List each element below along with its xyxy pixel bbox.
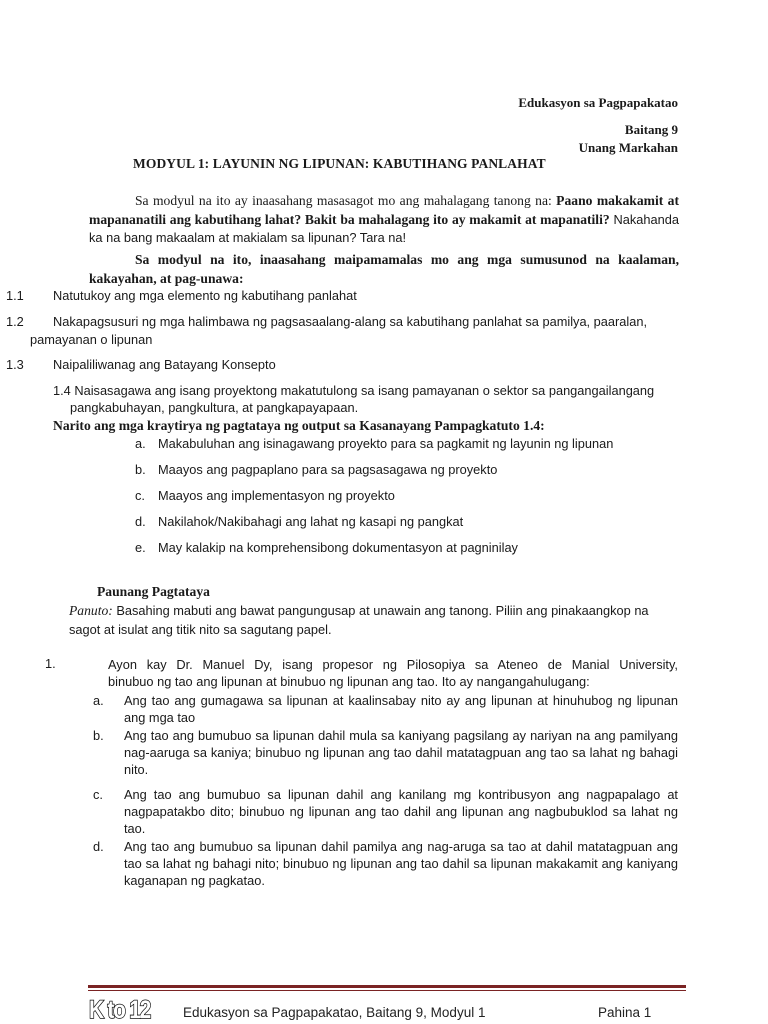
choice-text: Ang tao ang bumubuo sa lipunan dahil ang kanilang mg kontribusyon ang nagpapalago at nagpapatakbo dito; binubuo ng lipunan ang tao dahil ang lipunan ang nagbubuklod sa lahat ng tao. — [124, 787, 678, 836]
objective-text-cont: pangkabuhayan, pangkultura, at pangkapayapaan. — [70, 400, 359, 415]
answer-choice-b — [93, 727, 678, 778]
grade-header: Baitang 9 — [624, 122, 678, 137]
pretest-heading: Paunang Pagtataya — [97, 584, 210, 599]
objectives-intro — [89, 251, 679, 288]
question-number: 1. — [45, 656, 56, 671]
question-stem-line: Ayon kay Dr. Manuel Dy, isang propesor ng Pilosopiya sa Ateneo de Manial University, — [108, 657, 678, 672]
choice-letter: a. — [93, 693, 104, 708]
question-stem-line: binubuo ng tao ang lipunan at binubuo ng lipunan ang tao. Ito ay nangangahulugang: — [108, 674, 590, 689]
criteria-letter: c. — [135, 488, 145, 503]
objective-text: Natutukoy ang mga elemento ng kabutihang panlahat — [53, 288, 357, 303]
subject-header: Edukasyon sa Pagpapakatao — [518, 95, 678, 110]
criteria-text: Nakilahok/Nakibahagi ang lahat ng kasapi ng pangkat — [158, 514, 464, 529]
instruction-label: Panuto: — [69, 603, 113, 618]
objective-text: 1.4 Naisasagawa ang isang proyektong makatutulong sa isang pamayanan o sektor sa pangangailangang — [53, 383, 655, 398]
objective-1-2 — [6, 313, 686, 347]
k-to-12-logo — [88, 992, 152, 1022]
footer-rule-thin — [88, 990, 686, 991]
question-stem — [108, 656, 678, 690]
answer-choice-c — [93, 786, 678, 837]
criteria-heading: Narito ang mga kraytirya ng pagtataya ng output sa Kasanayang Pampagkatuto 1.4: — [53, 418, 545, 433]
pretest-instruction — [69, 602, 689, 639]
objective-text: Naipaliliwanag ang Batayang Konsepto — [53, 357, 276, 372]
criteria-text: May kalakip na komprehensibong dokumentasyon at pagninilay — [158, 540, 518, 555]
answer-choice-a — [93, 692, 678, 726]
criteria-item — [135, 488, 395, 503]
answer-choice-d — [93, 838, 678, 889]
objective-number: 1.1 — [6, 288, 24, 303]
criteria-item — [135, 540, 518, 555]
footer-rule — [88, 985, 686, 988]
objective-text-cont: pamayanan o lipunan — [30, 332, 153, 347]
criteria-text: Maayos ang pagpaplano para sa pagsasagawa ng proyekto — [158, 462, 498, 477]
criteria-letter: e. — [135, 540, 146, 555]
objectives-intro-text: Sa modyul na ito, inaasahang maipamamalas mo ang mga sumusunod na kaalaman, kakayahan, at pag-unawa: — [89, 252, 679, 286]
objective-1-3 — [6, 356, 276, 374]
criteria-letter: b. — [135, 462, 146, 477]
quarter-header: Unang Markahan — [578, 140, 678, 155]
instruction-text: Basahing mabuti ang bawat pangungusap at unawain ang tanong. Piliin ang pinakaangkop na — [112, 603, 649, 618]
objective-1-4 — [53, 382, 693, 417]
objective-number: 1.3 — [6, 357, 24, 372]
choice-text: Ang tao ang bumubuo sa lipunan dahil pamilya ang nag-aruga sa tao at dahil matatagpuan ang tao sa lahat ng bahagi nito; binubuo ng lipunan ang tao dahil sa lipunan makakamit ang kaniyang kaganapan ng pagkatao. — [124, 839, 678, 888]
svg-text:K to 12: K to 12 — [89, 996, 151, 1024]
choice-text: Ang tao ang gumagawa sa lipunan at kaalinsabay nito ay ang lipunan at hinuhubog ng lipunan ang mga tao — [124, 693, 678, 725]
criteria-item — [135, 462, 497, 477]
instruction-text-cont: sagot at isulat ang titik nito sa sagutang papel. — [69, 621, 332, 637]
criteria-text: Maayos ang implementasyon ng proyekto — [158, 488, 395, 503]
choice-letter: d. — [93, 839, 104, 854]
choice-letter: b. — [93, 728, 104, 743]
objective-1-1 — [6, 287, 357, 305]
choice-letter: c. — [93, 787, 103, 802]
criteria-letter: a. — [135, 436, 146, 451]
footer-doc-label: Edukasyon sa Pagpapakatao, Baitang 9, Modyul 1 — [183, 1005, 486, 1020]
intro-start: Sa modyul na ito ay inaasahang masasagot mo ang mahalagang tanong na: — [135, 193, 557, 208]
objective-number: 1.2 — [6, 314, 24, 329]
criteria-item — [135, 436, 613, 451]
criteria-letter: d. — [135, 514, 146, 529]
intro-paragraph — [89, 192, 679, 248]
footer-page-number: Pahina 1 — [598, 1005, 652, 1020]
objective-text: Nakapagsusuri ng mga halimbawa ng pagsasaalang-alang sa kabutihang panlahat sa pamilya, paaralan, — [53, 314, 648, 329]
intro-question: Paano makakamit at mapananatili ang kabutihang lahat? Bakit ba mahalagang ito ay makamit at mapanatili? — [89, 193, 680, 227]
choice-text: Ang tao ang bumubuo sa lipunan dahil mula sa kaniyang pagsilang ay nariyan na ang pamilyang nag-aaruga sa kaniya; binubuo ng lipunan ang tao dahil matatagpuan ang tao sa lahat ng bahagi nito. — [124, 728, 678, 777]
criteria-item — [135, 514, 463, 529]
intro-end: Nakahanda ka na bang makaalam at makialam sa lipunan? Tara na! — [89, 211, 679, 245]
criteria-text: Makabuluhan ang isinagawang proyekto para sa pagkamit ng layunin ng lipunan — [158, 436, 614, 451]
module-title: MODYUL 1: LAYUNIN NG LIPUNAN: KABUTIHANG PANLAHAT — [133, 156, 546, 171]
